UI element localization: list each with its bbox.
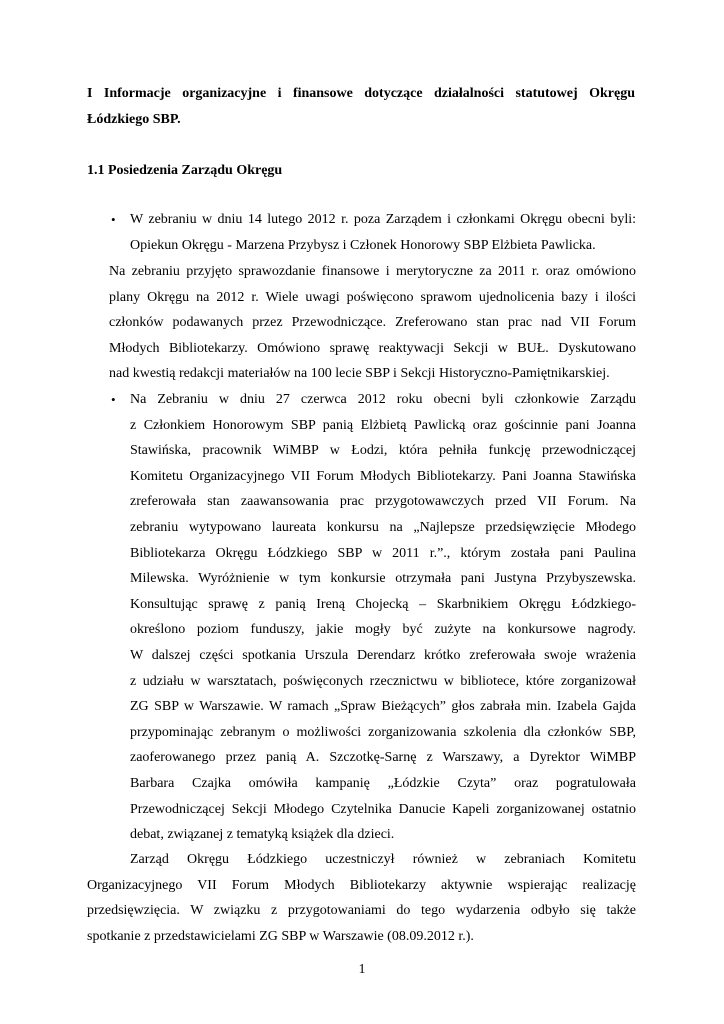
bullet-line: Opiekun Okręgu - Marzena Przybysz i Członek Honorowy SBP Elżbieta Pawlicka. [130, 237, 596, 253]
paragraph-line: Na zebraniu przyjęto sprawozdanie finansowe i merytoryczne za 2011 r. oraz omówiono [109, 264, 636, 279]
bullet-line: przypominając zebranym o możliwości zorganizowania szkolenia dla członków SBP, [130, 724, 636, 740]
bullet-line: Przewodniczącej Sekcji Młodego Czytelnika Danucie Kapeli zorganizowanej ostatnio [130, 801, 636, 817]
bullet-marker: • [111, 212, 116, 227]
paragraph-1 [109, 259, 636, 387]
section-heading [87, 158, 635, 184]
bullet-marker: • [111, 392, 116, 407]
bullet-line: zebraniu wytypowano laureata konkursu na „Najlepsze przedsięwzięcie Młodego [130, 519, 636, 535]
document-title [87, 81, 635, 132]
bullet-line: Milewska. Wyróżnienie w tym konkursie otrzymała pani Justyna Przybyszewska. [130, 571, 636, 587]
paragraph-line: nad kwestią redakcji materiałów na 100 lecie SBP i Sekcji Historyczno-Pamiętnikarskiej. [109, 366, 610, 382]
bullet-line: Bibliotekarza Okręgu Łódzkiego SBP w 2011 r.”., którym została pani Paulina [130, 545, 636, 561]
bullet-line: zaoferowanego przez panią A. Szczotkę-Sarnę z Warszawy, a Dyrektor WiMBP [130, 750, 636, 766]
bullet-line: Komitetu Organizacyjnego VII Forum Młodych Bibliotekarzy. Pani Joanna Stawińska [130, 468, 636, 484]
paragraph-2 [87, 847, 636, 949]
paragraph-line: plany Okręgu na 2012 r. Wiele uwagi poświęcono sprawom ujednolicenia bazy i ilości [109, 289, 636, 305]
bullet-line: z Członkiem Honorowym SBP panią Elżbietą Pawlicką oraz gościnnie pani Joanna [130, 417, 636, 433]
paragraph-line: przedsięwzięcia. W związku z przygotowaniami do tego wydarzenia odbyło się także [87, 903, 636, 919]
paragraph-line: członków podawanych przez Przewodniczące. Zreferowano stan prac nad VII Forum [109, 315, 636, 331]
bullet-line: Stawińska, pracownik WiMBP w Łodzi, która pełniła funkcję przewodniczącej [130, 443, 636, 459]
bullet-line: W zebraniu w dniu 14 lutego 2012 r. poza Zarządem i członkami Okręgu obecni byli: [130, 212, 636, 227]
bullet-line: Na Zebraniu w dniu 27 czerwca 2012 roku obecni byli członkowie Zarządu [130, 392, 636, 407]
bullet-line: ZG SBP w Warszawie. W ramach „Spraw Bieżących” głos zabrała min. Izabela Gajda [130, 699, 636, 715]
bullet-line: z udziału w warsztatach, poświęconych rzecznictwu w bibliotece, które zorganizował [130, 673, 636, 689]
bullet-line: debat, związanej z tematyką książek dla dzieci. [130, 827, 395, 843]
title-line: I Informacje organizacyjne i finansowe dotyczące działalności statutowej Okręgu [87, 86, 635, 101]
bullet-item-1 [130, 207, 636, 258]
bullet-item-2 [130, 387, 636, 848]
paragraph-line: Zarząd Okręgu Łódzkiego uczestniczył również w zebraniach Komitetu [130, 852, 636, 867]
paragraph-line: Organizacyjnego VII Forum Młodych Bibliotekarzy aktywnie wspierając realizację [87, 877, 636, 893]
paragraph-line: spotkanie z przedstawicielami ZG SBP w Warszawie (08.09.2012 r.). [87, 928, 474, 944]
bullet-line: określono poziom funduszy, jakie mogły być zużyte na konkursowe nagrody. [130, 622, 636, 638]
bullet-line: Konsultując sprawę z panią Ireną Chojecką – Skarbnikiem Okręgu Łódzkiego- [130, 596, 636, 612]
bullet-line: Barbara Czajka omówiła kampanię „Łódzkie Czyta” oraz pogratulowała [130, 775, 636, 791]
bullet-line: W dalszej części spotkania Urszula Derendarz krótko zreferowała swoje wrażenia [130, 647, 636, 663]
bullet-line: zreferowała stan zaawansowania prac przygotowawczych przed VII Forum. Na [130, 494, 636, 510]
section-heading-text: 1.1 Posiedzenia Zarządu Okręgu [87, 163, 283, 178]
paragraph-line: Młodych Bibliotekarzy. Omówiono sprawę reaktywacji Sekcji w BUŁ. Dyskutowano [109, 340, 636, 356]
page-number: 1 [358, 962, 366, 977]
title-line: Łódzkiego SBP. [87, 111, 181, 127]
